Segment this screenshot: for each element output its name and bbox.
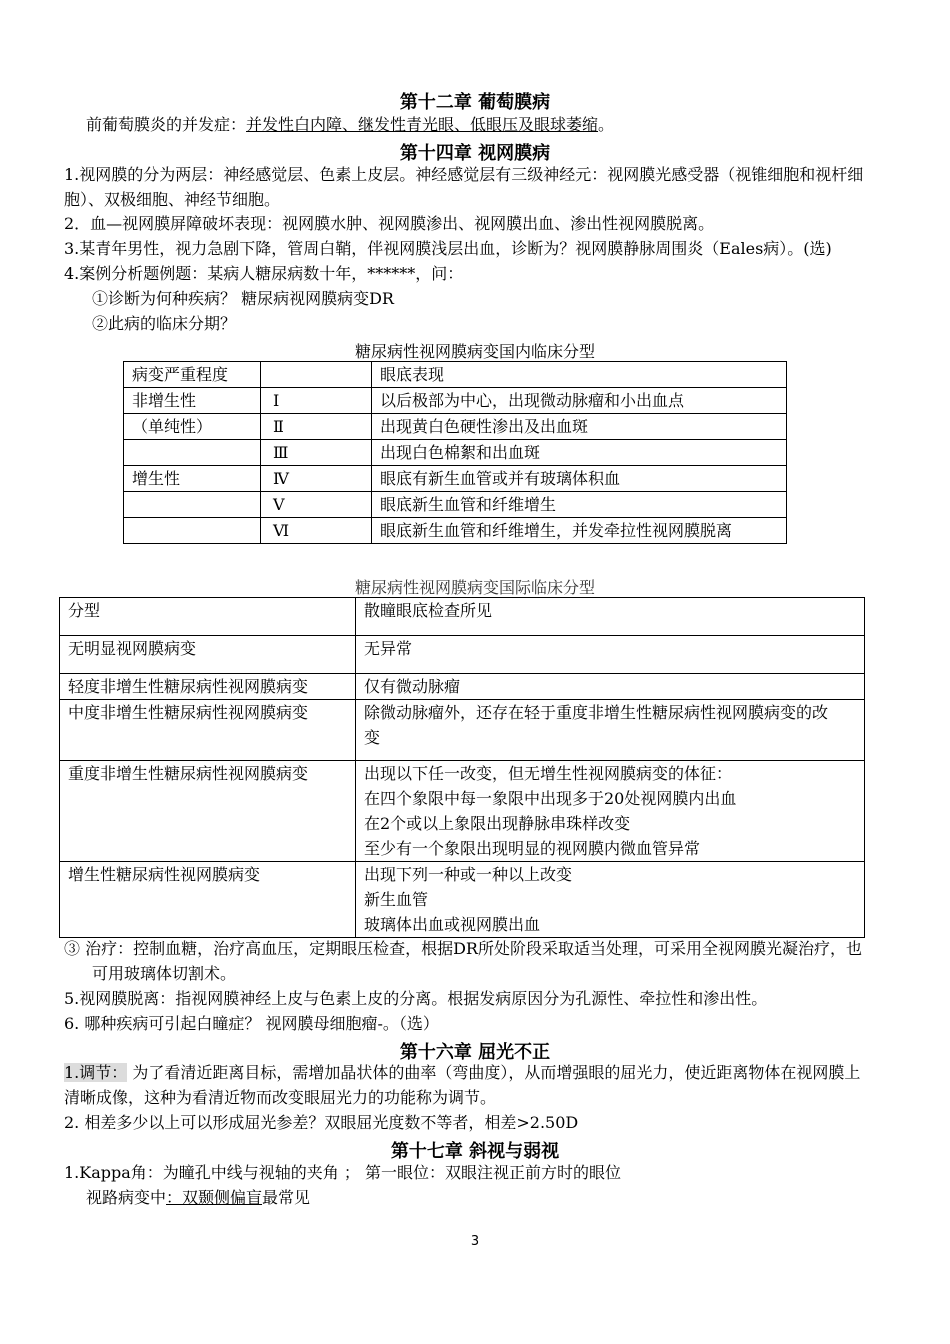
cell-line: 至少有一个象限出现明显的视网膜内微血管异常 <box>364 839 701 858</box>
cell-line: 在四个象限中每一象限中出现多于20处视网膜内出血 <box>364 789 737 808</box>
ch14-p2: 2．血—视网膜屏障破坏表现：视网膜水肿、视网膜渗出、视网膜出血、渗出性视网膜脱离。 <box>64 214 715 233</box>
table-row <box>60 636 865 674</box>
ch14-p6: 6. 哪种疾病可引起白瞳症？ 视网膜母细胞瘤-。（选） <box>64 1014 439 1033</box>
ch12-complications-label: 前葡萄膜炎的并发症： <box>86 115 247 134</box>
cell-line: 玻璃体出血或视网膜出血 <box>364 915 541 934</box>
ch14-question-2: ②此病的临床分期？ <box>92 314 237 333</box>
table-header-row <box>60 598 865 636</box>
ch14-p1-line2: 胞）、双极细胞、神经节细胞。 <box>64 190 281 209</box>
table1-caption: 糖尿病性视网膜病变国内临床分型 <box>354 342 595 361</box>
cell-line: 出现以下任一改变，但无增生性视网膜病变的体征： <box>364 764 733 783</box>
cell-line: 出现下列一种或一种以上改变 <box>364 865 573 884</box>
ch17-p2-underlined: ：双颞侧偏盲 <box>166 1188 263 1207</box>
cell-line: 仅有微动脉瘤 <box>364 677 461 696</box>
domestic-classification-table <box>123 361 787 544</box>
table-cell <box>124 440 261 466</box>
chapter-12-title: 第十二章 葡萄膜病 <box>399 92 551 113</box>
table-cell: Ⅳ <box>261 466 372 492</box>
table-header-cell: 眼底表现 <box>372 362 787 388</box>
table-header-cell <box>261 362 372 388</box>
ch14-question-1: ①诊断为何种疾病？ 糖尿病视网膜病变DR <box>92 289 394 308</box>
table-cell <box>356 761 865 862</box>
table-row <box>60 674 865 700</box>
table-cell: Ⅵ <box>261 518 372 544</box>
table-header-cell: 散瞳眼底检查所见 <box>356 598 865 636</box>
ch14-p5: 5.视网膜脱离：指视网膜神经上皮与色素上皮的分离。根据发病原因分为孔源性、牵拉性和渗出性。 <box>64 989 768 1008</box>
ch14-p3: 3.某青年男性，视力急剧下降，管周白鞘，伴视网膜浅层出血，诊断为？视网膜静脉周围炎（Eales病）。(选) <box>64 239 832 258</box>
table-row <box>60 761 865 862</box>
table-cell <box>356 700 865 761</box>
table-cell: Ⅰ <box>261 388 372 414</box>
table2-caption: 糖尿病性视网膜病变国际临床分型 <box>354 578 595 597</box>
table-cell: 眼底新生血管和纤维增生，并发牵拉性视网膜脱离 <box>372 518 787 544</box>
accommodation-text: 为了看清近距离目标，需增加晶状体的曲率（弯曲度），从而增强眼的屈光力，使近距离物体在视网膜上 <box>127 1063 861 1082</box>
table-cell <box>356 674 865 700</box>
table-cell: 非增生性 <box>124 388 261 414</box>
chapter-16-title: 第十六章 屈光不正 <box>399 1042 551 1063</box>
cell-line: 除微动脉瘤外，还存在轻于重度非增生性糖尿病性视网膜病变的改 <box>364 703 829 722</box>
table-row <box>124 388 787 414</box>
ch16-p2: 2. 相差多少以上可以形成屈光参差？双眼屈光度数不等者，相差>2.50D <box>64 1113 579 1132</box>
ch17-p2-post: 最常见 <box>262 1188 311 1207</box>
table-cell <box>124 492 261 518</box>
table-cell: （单纯性） <box>124 414 261 440</box>
cell-line: 变 <box>364 728 381 747</box>
table-cell <box>356 862 865 938</box>
cell-line: 新生血管 <box>364 890 429 909</box>
table-row <box>124 440 787 466</box>
ch16-p1-line1 <box>64 1062 860 1084</box>
table-cell: Ⅱ <box>261 414 372 440</box>
table-cell: 出现黄白色硬性渗出及出血斑 <box>372 414 787 440</box>
ch17-p1: 1.Kappa角：为瞳孔中线与视轴的夹角 ； 第一眼位：双眼注视正前方时的眼位 <box>64 1163 621 1182</box>
table-header-cell: 分型 <box>60 598 356 636</box>
ch17-p2 <box>86 1187 310 1209</box>
table-cell: 中度非增生性糖尿病性视网膜病变 <box>60 700 356 761</box>
table-cell: 出现白色棉絮和出血斑 <box>372 440 787 466</box>
ch12-complications: 前葡萄膜炎的并发症：并发性白内障、继发性青光眼、低眼压及眼球萎缩。 <box>86 115 615 134</box>
table-cell: 无明显视网膜病变 <box>60 636 356 674</box>
cell-line: 无异常 <box>364 639 413 658</box>
table-cell: 以后极部为中心，出现微动脉瘤和小出血点 <box>372 388 787 414</box>
table-cell: 轻度非增生性糖尿病性视网膜病变 <box>60 674 356 700</box>
table-cell: 眼底有新生血管或并有玻璃体积血 <box>372 466 787 492</box>
table-cell: Ⅴ <box>261 492 372 518</box>
chapter-14-title: 第十四章 视网膜病 <box>399 143 551 164</box>
table-header-row <box>124 362 787 388</box>
table-row <box>124 518 787 544</box>
ch12-complications-list: 并发性白内障、继发性青光眼、低眼压及眼球萎缩 <box>246 115 599 134</box>
table-row <box>60 862 865 938</box>
accommodation-label: 1.调节： <box>64 1063 128 1082</box>
table-row <box>60 700 865 761</box>
treatment-line2: 可用玻璃体切割术。 <box>92 964 237 983</box>
ch14-p1-line1: 1.视网膜的分为两层：神经感觉层、色素上皮层。神经感觉层有三级神经元：视网膜光感受器（视锥细胞和视杆细 <box>64 165 864 184</box>
page-number: 3 <box>470 1234 480 1249</box>
table-cell: 增生性糖尿病性视网膜病变 <box>60 862 356 938</box>
table-row <box>124 414 787 440</box>
table-cell <box>356 636 865 674</box>
table-header-cell: 病变严重程度 <box>124 362 261 388</box>
ch14-p4: 4.案例分析题例题：某病人糖尿病数十年，******，问： <box>64 264 464 283</box>
table-row <box>124 466 787 492</box>
international-classification-table <box>59 597 865 938</box>
table-cell: 眼底新生血管和纤维增生 <box>372 492 787 518</box>
table-cell: 增生性 <box>124 466 261 492</box>
table-cell <box>124 518 261 544</box>
chapter-17-title: 第十七章 斜视与弱视 <box>390 1141 560 1162</box>
ch16-p1-line2: 清晰成像，这种为看清近物而改变眼屈光力的功能称为调节。 <box>64 1088 497 1107</box>
table-row <box>124 492 787 518</box>
treatment-line1: ③ 治疗：控制血糖，治疗高血压，定期眼压检查，根据DR所处阶段采取适当处理，可采用全视网膜光凝治疗，也 <box>64 939 862 958</box>
table-cell: Ⅲ <box>261 440 372 466</box>
cell-line: 在2个或以上象限出现静脉串珠样改变 <box>364 814 631 833</box>
ch17-p2-pre: 视路病变中 <box>86 1188 167 1207</box>
table-cell: 重度非增生性糖尿病性视网膜病变 <box>60 761 356 862</box>
